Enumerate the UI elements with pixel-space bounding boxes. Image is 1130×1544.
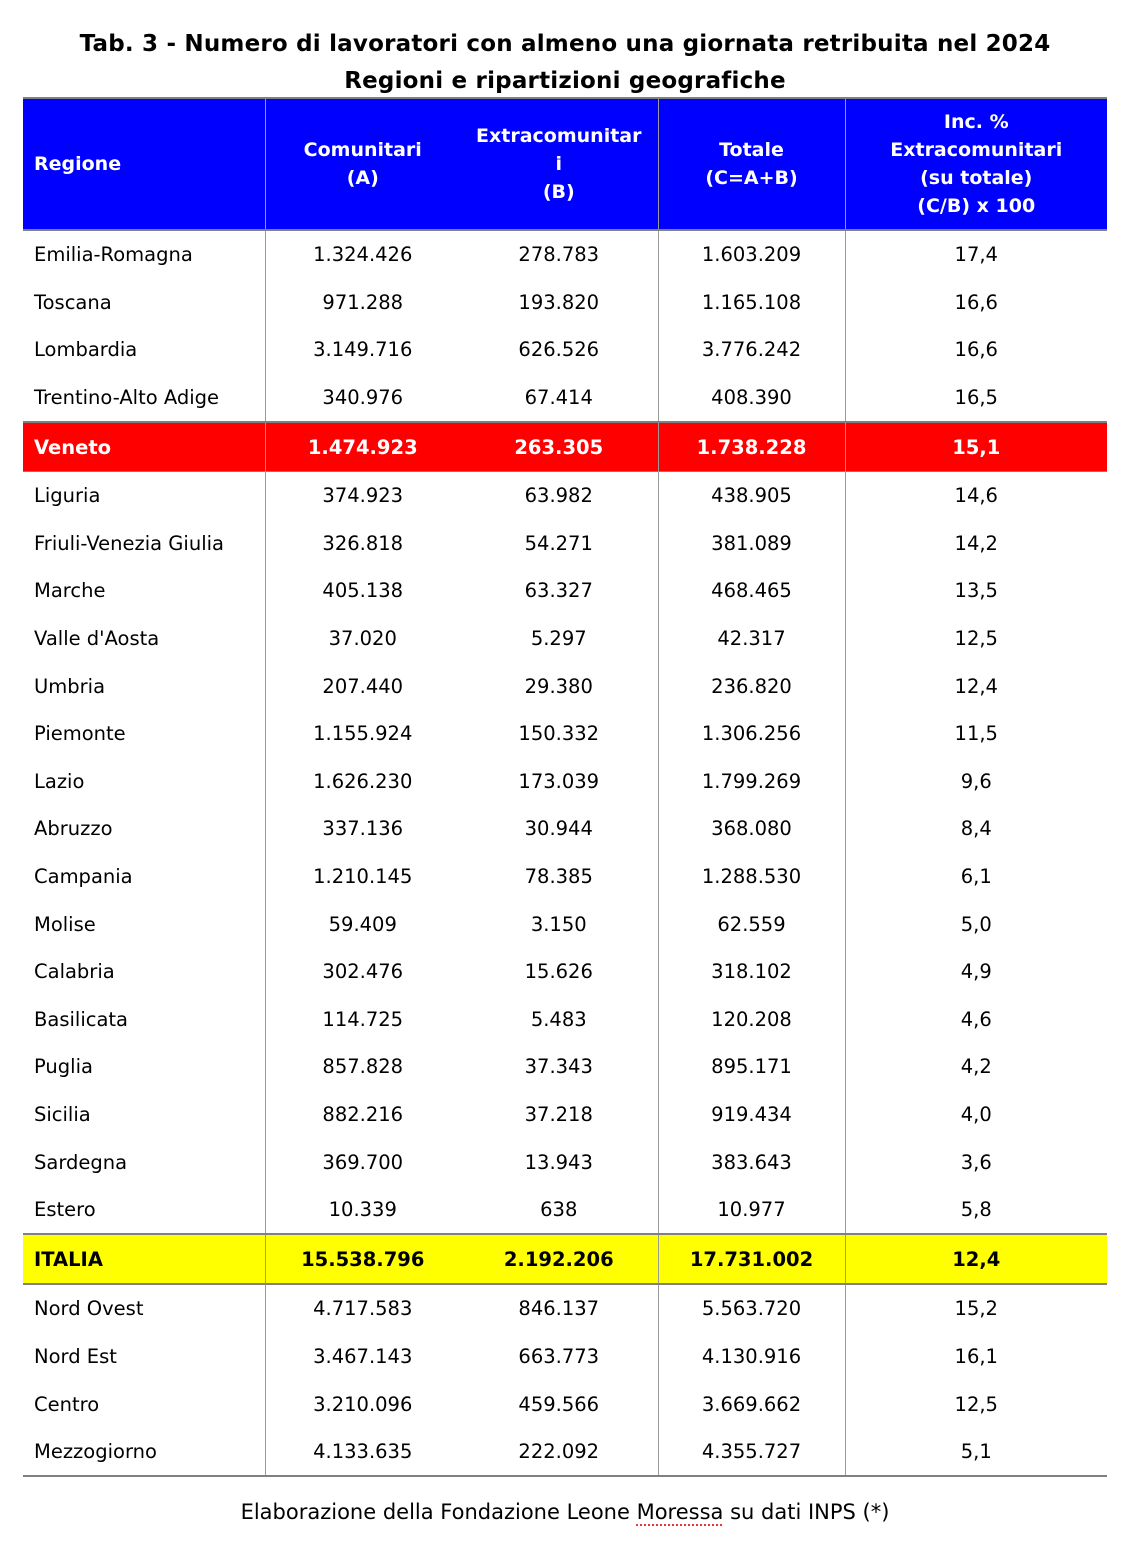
source-note-flagged-word: Moressa <box>636 1500 724 1524</box>
table-row <box>23 853 1107 901</box>
cell-region: ITALIA <box>34 1247 103 1271</box>
cell-region: Nord Ovest <box>34 1297 144 1321</box>
table-row <box>23 1333 1107 1381</box>
cell-extracomunitari: 278.783 <box>518 243 600 267</box>
cell-extracomunitari: 263.305 <box>514 435 604 459</box>
cell-inc-percent: 15,1 <box>845 422 1107 471</box>
cell-comunitari: 882.216 <box>265 1091 460 1139</box>
cell-totale: 10.977 <box>658 1186 845 1235</box>
cell-inc-percent: 12,5 <box>845 1380 1107 1428</box>
cell-extracomunitari: 626.526 <box>518 338 600 362</box>
cell-extracomunitari: 15.626 <box>524 960 593 984</box>
cell-inc-percent: 12,4 <box>845 662 1107 710</box>
col-header-line: Extracomunitari <box>890 139 1063 161</box>
cell-region: Campania <box>34 865 133 889</box>
cell-extracomunitari: 78.385 <box>524 865 593 889</box>
table-title <box>0 26 1130 100</box>
cell-totale: 62.559 <box>658 900 845 948</box>
source-note-text: Elaborazione della Fondazione Leone <box>240 1500 637 1524</box>
cell-region: Basilicata <box>34 1007 129 1031</box>
col-header-line: (su totale) <box>920 167 1033 189</box>
cell-region: Mezzogiorno <box>34 1440 157 1464</box>
cell-extracomunitari: 67.414 <box>524 386 593 410</box>
cell-inc-percent: 16,1 <box>845 1333 1107 1381</box>
cell-comunitari: 10.339 <box>265 1186 460 1235</box>
cell-totale: 408.390 <box>658 374 845 423</box>
table-row <box>23 615 1107 663</box>
table-row <box>23 1380 1107 1428</box>
col-header-inc-percent <box>845 98 1107 230</box>
table-row <box>23 520 1107 568</box>
cell-totale: 5.563.720 <box>658 1284 845 1333</box>
cell-region: Toscana <box>34 290 112 314</box>
table-row <box>23 326 1107 374</box>
cell-comunitari: 4.133.635 <box>265 1428 460 1477</box>
table-row <box>23 471 1107 519</box>
table-row <box>23 1091 1107 1139</box>
cell-region: Trentino-Alto Adige <box>34 386 220 410</box>
cell-inc-percent: 16,6 <box>845 326 1107 374</box>
cell-totale: 468.465 <box>658 567 845 615</box>
cell-totale: 438.905 <box>658 471 845 519</box>
cell-region: Veneto <box>34 435 112 459</box>
cell-inc-percent: 5,8 <box>845 1186 1107 1235</box>
cell-totale: 381.089 <box>658 520 845 568</box>
table-row <box>23 805 1107 853</box>
cell-region: Puglia <box>34 1055 93 1079</box>
cell-inc-percent: 5,0 <box>845 900 1107 948</box>
cell-region: Sardegna <box>34 1150 128 1174</box>
cell-inc-percent: 11,5 <box>845 710 1107 758</box>
cell-comunitari: 302.476 <box>265 948 460 996</box>
cell-region: Sicilia <box>34 1102 91 1126</box>
title-line-1: Tab. 3 - Numero di lavoratori con almeno una giornata retribuita nel 2024 <box>79 31 1051 57</box>
cell-totale: 1.799.269 <box>658 758 845 806</box>
table-row <box>23 948 1107 996</box>
table-row <box>23 279 1107 327</box>
cell-region: Piemonte <box>34 722 126 746</box>
cell-inc-percent: 15,2 <box>845 1284 1107 1333</box>
table-row <box>23 374 1107 423</box>
table-row <box>23 1428 1107 1477</box>
table-row <box>23 710 1107 758</box>
cell-comunitari: 3.210.096 <box>265 1380 460 1428</box>
cell-comunitari: 114.725 <box>265 996 460 1044</box>
cell-inc-percent: 4,6 <box>845 996 1107 1044</box>
col-header-line: (A) <box>346 167 379 189</box>
col-header-line: Comunitari <box>303 139 422 161</box>
col-header-extracomunitari <box>460 98 658 230</box>
col-header-line: Totale <box>719 139 784 161</box>
table-row <box>23 1186 1107 1235</box>
col-header-line: Extracomunitar <box>476 125 642 147</box>
table-row <box>23 900 1107 948</box>
cell-totale: 120.208 <box>658 996 845 1044</box>
cell-totale: 1.603.209 <box>658 230 845 279</box>
cell-inc-percent: 8,4 <box>845 805 1107 853</box>
cell-region: Marche <box>34 579 106 603</box>
col-header-line: Regione <box>34 153 122 175</box>
cell-comunitari: 59.409 <box>265 900 460 948</box>
table-row <box>23 1043 1107 1091</box>
cell-comunitari: 340.976 <box>265 374 460 423</box>
table-row-highlighted <box>23 422 1107 471</box>
cell-totale: 1.288.530 <box>658 853 845 901</box>
cell-inc-percent: 17,4 <box>845 230 1107 279</box>
cell-extracomunitari: 2.192.206 <box>503 1247 614 1271</box>
cell-extracomunitari: 459.566 <box>518 1392 600 1416</box>
cell-totale: 17.731.002 <box>658 1234 845 1284</box>
cell-extracomunitari: 663.773 <box>518 1344 600 1368</box>
cell-region: Nord Est <box>34 1344 117 1368</box>
cell-comunitari: 857.828 <box>265 1043 460 1091</box>
cell-extracomunitari: 37.343 <box>524 1055 593 1079</box>
col-header-regione <box>23 98 265 230</box>
cell-region: Lazio <box>34 769 85 793</box>
table-row <box>23 567 1107 615</box>
cell-region: Emilia-Romagna <box>34 243 193 267</box>
cell-inc-percent: 4,0 <box>845 1091 1107 1139</box>
cell-inc-percent: 5,1 <box>845 1428 1107 1477</box>
cell-totale: 383.643 <box>658 1138 845 1186</box>
cell-extracomunitari: 5.483 <box>530 1007 587 1031</box>
cell-region: Liguria <box>34 484 101 508</box>
col-header-totale <box>658 98 845 230</box>
cell-comunitari: 337.136 <box>265 805 460 853</box>
table-row <box>23 662 1107 710</box>
table-row-total <box>23 1234 1107 1284</box>
cell-totale: 1.306.256 <box>658 710 845 758</box>
cell-comunitari: 374.923 <box>265 471 460 519</box>
cell-totale: 3.669.662 <box>658 1380 845 1428</box>
cell-comunitari: 1.155.924 <box>265 710 460 758</box>
cell-region: Molise <box>34 912 96 936</box>
cell-totale: 42.317 <box>658 615 845 663</box>
cell-totale: 318.102 <box>658 948 845 996</box>
cell-comunitari: 207.440 <box>265 662 460 710</box>
cell-inc-percent: 4,9 <box>845 948 1107 996</box>
source-note <box>0 1500 1130 1524</box>
cell-extracomunitari: 30.944 <box>524 817 593 841</box>
col-header-comunitari <box>265 98 460 230</box>
workers-table <box>23 97 1107 1477</box>
cell-inc-percent: 12,4 <box>845 1234 1107 1284</box>
cell-extracomunitari: 5.297 <box>530 627 587 651</box>
cell-inc-percent: 16,5 <box>845 374 1107 423</box>
cell-extracomunitari: 54.271 <box>524 531 593 555</box>
col-header-line: (B) <box>542 181 575 203</box>
cell-extracomunitari: 37.218 <box>524 1102 593 1126</box>
cell-inc-percent: 6,1 <box>845 853 1107 901</box>
cell-extracomunitari: 63.982 <box>524 484 593 508</box>
cell-comunitari: 1.474.923 <box>265 422 460 471</box>
cell-totale: 368.080 <box>658 805 845 853</box>
table-row <box>23 758 1107 806</box>
col-header-line: (C/B) x 100 <box>917 195 1036 217</box>
cell-inc-percent: 16,6 <box>845 279 1107 327</box>
table-row <box>23 996 1107 1044</box>
cell-extracomunitari: 3.150 <box>530 912 587 936</box>
cell-inc-percent: 4,2 <box>845 1043 1107 1091</box>
cell-comunitari: 15.538.796 <box>265 1234 460 1284</box>
cell-totale: 4.130.916 <box>658 1333 845 1381</box>
cell-comunitari: 326.818 <box>265 520 460 568</box>
cell-region: Umbria <box>34 674 106 698</box>
cell-totale: 3.776.242 <box>658 326 845 374</box>
cell-comunitari: 1.324.426 <box>265 230 460 279</box>
cell-extracomunitari: 173.039 <box>518 769 600 793</box>
cell-extracomunitari: 638 <box>540 1198 578 1222</box>
cell-region: Calabria <box>34 960 115 984</box>
cell-region: Estero <box>34 1198 96 1222</box>
cell-inc-percent: 3,6 <box>845 1138 1107 1186</box>
cell-comunitari: 405.138 <box>265 567 460 615</box>
cell-extracomunitari: 193.820 <box>518 290 600 314</box>
cell-extracomunitari: 150.332 <box>518 722 600 746</box>
cell-totale: 236.820 <box>658 662 845 710</box>
cell-region: Lombardia <box>34 338 138 362</box>
cell-totale: 1.165.108 <box>658 279 845 327</box>
col-header-line: Inc. % <box>943 111 1009 133</box>
cell-extracomunitari: 222.092 <box>518 1440 600 1464</box>
cell-extracomunitari: 63.327 <box>524 579 593 603</box>
table-header-row <box>23 98 1107 230</box>
cell-region: Friuli-Venezia Giulia <box>34 531 224 555</box>
table-row <box>23 1138 1107 1186</box>
cell-totale: 4.355.727 <box>658 1428 845 1477</box>
table-row <box>23 1284 1107 1333</box>
cell-comunitari: 3.467.143 <box>265 1333 460 1381</box>
col-header-line: i <box>555 153 562 175</box>
cell-inc-percent: 14,2 <box>845 520 1107 568</box>
cell-comunitari: 1.626.230 <box>265 758 460 806</box>
title-line-2: Regioni e ripartizioni geografiche <box>344 68 786 94</box>
cell-comunitari: 37.020 <box>265 615 460 663</box>
table-row <box>23 230 1107 279</box>
cell-region: Valle d'Aosta <box>34 627 160 651</box>
table-body <box>23 230 1107 1476</box>
cell-extracomunitari: 13.943 <box>524 1150 593 1174</box>
cell-comunitari: 1.210.145 <box>265 853 460 901</box>
cell-comunitari: 4.717.583 <box>265 1284 460 1333</box>
cell-totale: 895.171 <box>658 1043 845 1091</box>
source-note-text-end: su dati INPS (*) <box>723 1500 890 1524</box>
cell-comunitari: 3.149.716 <box>265 326 460 374</box>
cell-totale: 919.434 <box>658 1091 845 1139</box>
cell-inc-percent: 14,6 <box>845 471 1107 519</box>
cell-extracomunitari: 29.380 <box>524 674 593 698</box>
cell-totale: 1.738.228 <box>658 422 845 471</box>
cell-inc-percent: 13,5 <box>845 567 1107 615</box>
cell-region: Abruzzo <box>34 817 113 841</box>
cell-comunitari: 369.700 <box>265 1138 460 1186</box>
cell-inc-percent: 12,5 <box>845 615 1107 663</box>
cell-extracomunitari: 846.137 <box>518 1297 600 1321</box>
cell-inc-percent: 9,6 <box>845 758 1107 806</box>
cell-comunitari: 971.288 <box>265 279 460 327</box>
cell-region: Centro <box>34 1392 100 1416</box>
col-header-line: (C=A+B) <box>705 167 798 189</box>
